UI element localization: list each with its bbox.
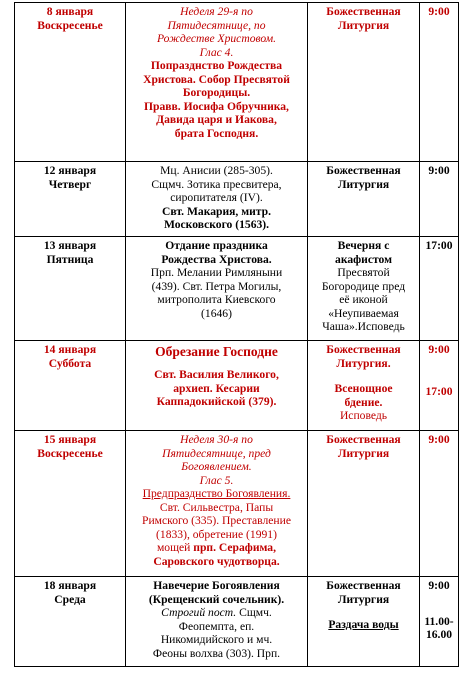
description-cell xyxy=(126,162,308,237)
desc-line: мощей xyxy=(156,541,194,554)
desc-line: Никомидийского и мч. xyxy=(160,633,273,646)
desc-line: Богородицы. xyxy=(182,86,251,99)
row-weekday: Пятница xyxy=(46,252,94,266)
table-row xyxy=(15,577,459,667)
desc-line: Глас 4. xyxy=(199,45,234,59)
date-cell xyxy=(15,431,126,577)
date-cell xyxy=(15,237,126,341)
description-cell xyxy=(126,341,308,431)
service-line: Литургия xyxy=(337,18,390,32)
desc-line: брата Господня. xyxy=(174,126,259,140)
service-line: Исповедь xyxy=(357,320,405,333)
desc-line: Сщмч. Зотика пресвитера, xyxy=(151,177,282,191)
service-time: 9:00 xyxy=(428,343,450,356)
time-cell xyxy=(420,162,459,237)
service-line: Божественная xyxy=(326,343,401,356)
time-cell xyxy=(420,237,459,341)
service-line: Раздача воды xyxy=(328,618,399,631)
service-line: бдение. xyxy=(344,395,383,409)
service-cell xyxy=(308,3,420,162)
desc-line: Свт. Макария, митр. xyxy=(162,204,271,218)
row-date: 14 января xyxy=(43,343,97,356)
table-row xyxy=(15,431,459,577)
service-time: 17:00 xyxy=(425,239,453,252)
service-time: 9:00 xyxy=(428,433,450,446)
service-line: Всенощное xyxy=(334,382,393,395)
row-weekday: Воскресенье xyxy=(37,446,103,460)
service-line: Богородице пред xyxy=(321,279,406,293)
desc-line: Рождестве Христовом. xyxy=(156,32,277,45)
desc-line: Христова. Собор Пресвятой xyxy=(143,72,290,86)
date-cell xyxy=(15,3,126,162)
desc-line: Глас 5. xyxy=(199,473,234,487)
desc-line: (439). Свт. Петра Могилы, xyxy=(151,279,282,293)
service-line: «Неупиваемая xyxy=(328,306,399,320)
service-time: 9:00 xyxy=(428,5,450,18)
service-cell xyxy=(308,577,420,667)
service-line: Пресвятой xyxy=(337,266,390,279)
service-cell xyxy=(308,341,420,431)
service-time: 9:00 xyxy=(428,164,450,177)
service-time: 11.00- xyxy=(424,614,454,628)
desc-line: Богоявлением. xyxy=(181,460,252,473)
desc-line: Рождества Христова. xyxy=(161,252,272,266)
desc-line: Неделя 29-я по xyxy=(180,5,253,18)
service-line: Божественная xyxy=(326,579,401,592)
desc-line: Давида царя и Иакова, xyxy=(156,113,277,126)
desc-line: архиеп. Кесарии xyxy=(173,381,260,395)
desc-line: Каппадокийской (379). xyxy=(156,395,277,408)
desc-line: Мц. Анисии (285-305). xyxy=(160,164,273,177)
desc-line: Попразднство Рождества xyxy=(150,59,283,72)
service-cell xyxy=(308,431,420,577)
time-cell xyxy=(420,577,459,667)
table-row xyxy=(15,162,459,237)
service-line: Исповедь xyxy=(339,409,388,422)
service-cell xyxy=(308,162,420,237)
time-cell xyxy=(420,3,459,162)
service-line: Литургия xyxy=(337,177,390,191)
row-date: 13 января xyxy=(43,239,97,252)
time-cell xyxy=(420,431,459,577)
time-cell xyxy=(420,341,459,431)
row-date: 15 января xyxy=(43,433,97,446)
feast-title: Обрезание Господне xyxy=(155,344,278,359)
service-schedule-table xyxy=(14,2,459,667)
desc-line: Московского (1563). xyxy=(163,218,270,231)
date-cell xyxy=(15,341,126,431)
desc-line: Прп. Мелании Римляныни xyxy=(150,266,283,279)
row-date: 8 января xyxy=(46,5,94,18)
date-cell xyxy=(15,577,126,667)
desc-line: (1646) xyxy=(201,306,232,320)
desc-line: Отдание праздника xyxy=(165,239,268,252)
row-weekday: Четверг xyxy=(48,177,92,191)
desc-line: Навечерие Богоявления xyxy=(153,579,280,592)
row-date: 12 января xyxy=(43,164,97,177)
service-line: Чаша». xyxy=(322,320,358,333)
service-line: акафистом xyxy=(335,252,392,266)
description-cell xyxy=(126,577,308,667)
table-row xyxy=(15,3,459,162)
service-time: 17:00 xyxy=(425,384,453,398)
desc-line: Сщмч. xyxy=(236,606,272,619)
description-cell xyxy=(126,431,308,577)
schedule-sheet xyxy=(14,2,458,672)
desc-line: Феоны волхва (303). Прп. xyxy=(152,646,281,660)
desc-line: сиропитателя (IV). xyxy=(170,191,263,204)
desc-line: Правв. Иосифа Обручника, xyxy=(144,99,289,113)
service-line: Божественная xyxy=(326,433,401,446)
description-cell xyxy=(126,237,308,341)
service-line: Литургия. xyxy=(336,356,391,370)
desc-line: Римского (335). Преставление xyxy=(142,514,291,527)
desc-line: Пятидесятнице, по xyxy=(167,18,266,32)
desc-line: Неделя 30-я по xyxy=(180,433,253,446)
service-line: Вечерня с xyxy=(337,239,390,252)
service-time: 16.00 xyxy=(425,628,453,641)
desc-line: Феопемпта, еп. xyxy=(178,619,255,633)
desc-line: Свт. Василия Великого, xyxy=(154,368,279,381)
service-cell xyxy=(308,237,420,341)
table-row xyxy=(15,341,459,431)
service-line: Божественная xyxy=(326,164,401,177)
row-weekday: Воскресенье xyxy=(37,18,103,32)
row-weekday: Среда xyxy=(54,592,86,606)
date-cell xyxy=(15,162,126,237)
desc-line: Свт. Сильвестра, Папы xyxy=(159,500,274,514)
desc-line: прп. Серафима, xyxy=(193,541,277,554)
desc-line: митрополита Киевского xyxy=(157,293,276,306)
service-line: её иконой xyxy=(339,293,388,306)
row-weekday: Суббота xyxy=(48,356,92,370)
desc-line: (Крещенский сочельник). xyxy=(148,592,285,606)
table-row xyxy=(15,237,459,341)
service-time: 9:00 xyxy=(428,579,450,592)
service-line: Литургия xyxy=(337,592,390,606)
service-line: Литургия xyxy=(337,446,390,460)
desc-line: Пятидесятнице, пред xyxy=(162,446,271,460)
desc-line: Строгий пост. xyxy=(161,606,237,619)
desc-line: (1833), обретение (1991) xyxy=(156,527,277,541)
description-cell xyxy=(126,3,308,162)
service-line: Божественная xyxy=(326,5,401,18)
row-date: 18 января xyxy=(43,579,97,592)
desc-line: Саровского чудотворца. xyxy=(153,554,280,568)
desc-line: Предпразднство Богоявления. xyxy=(142,487,291,500)
